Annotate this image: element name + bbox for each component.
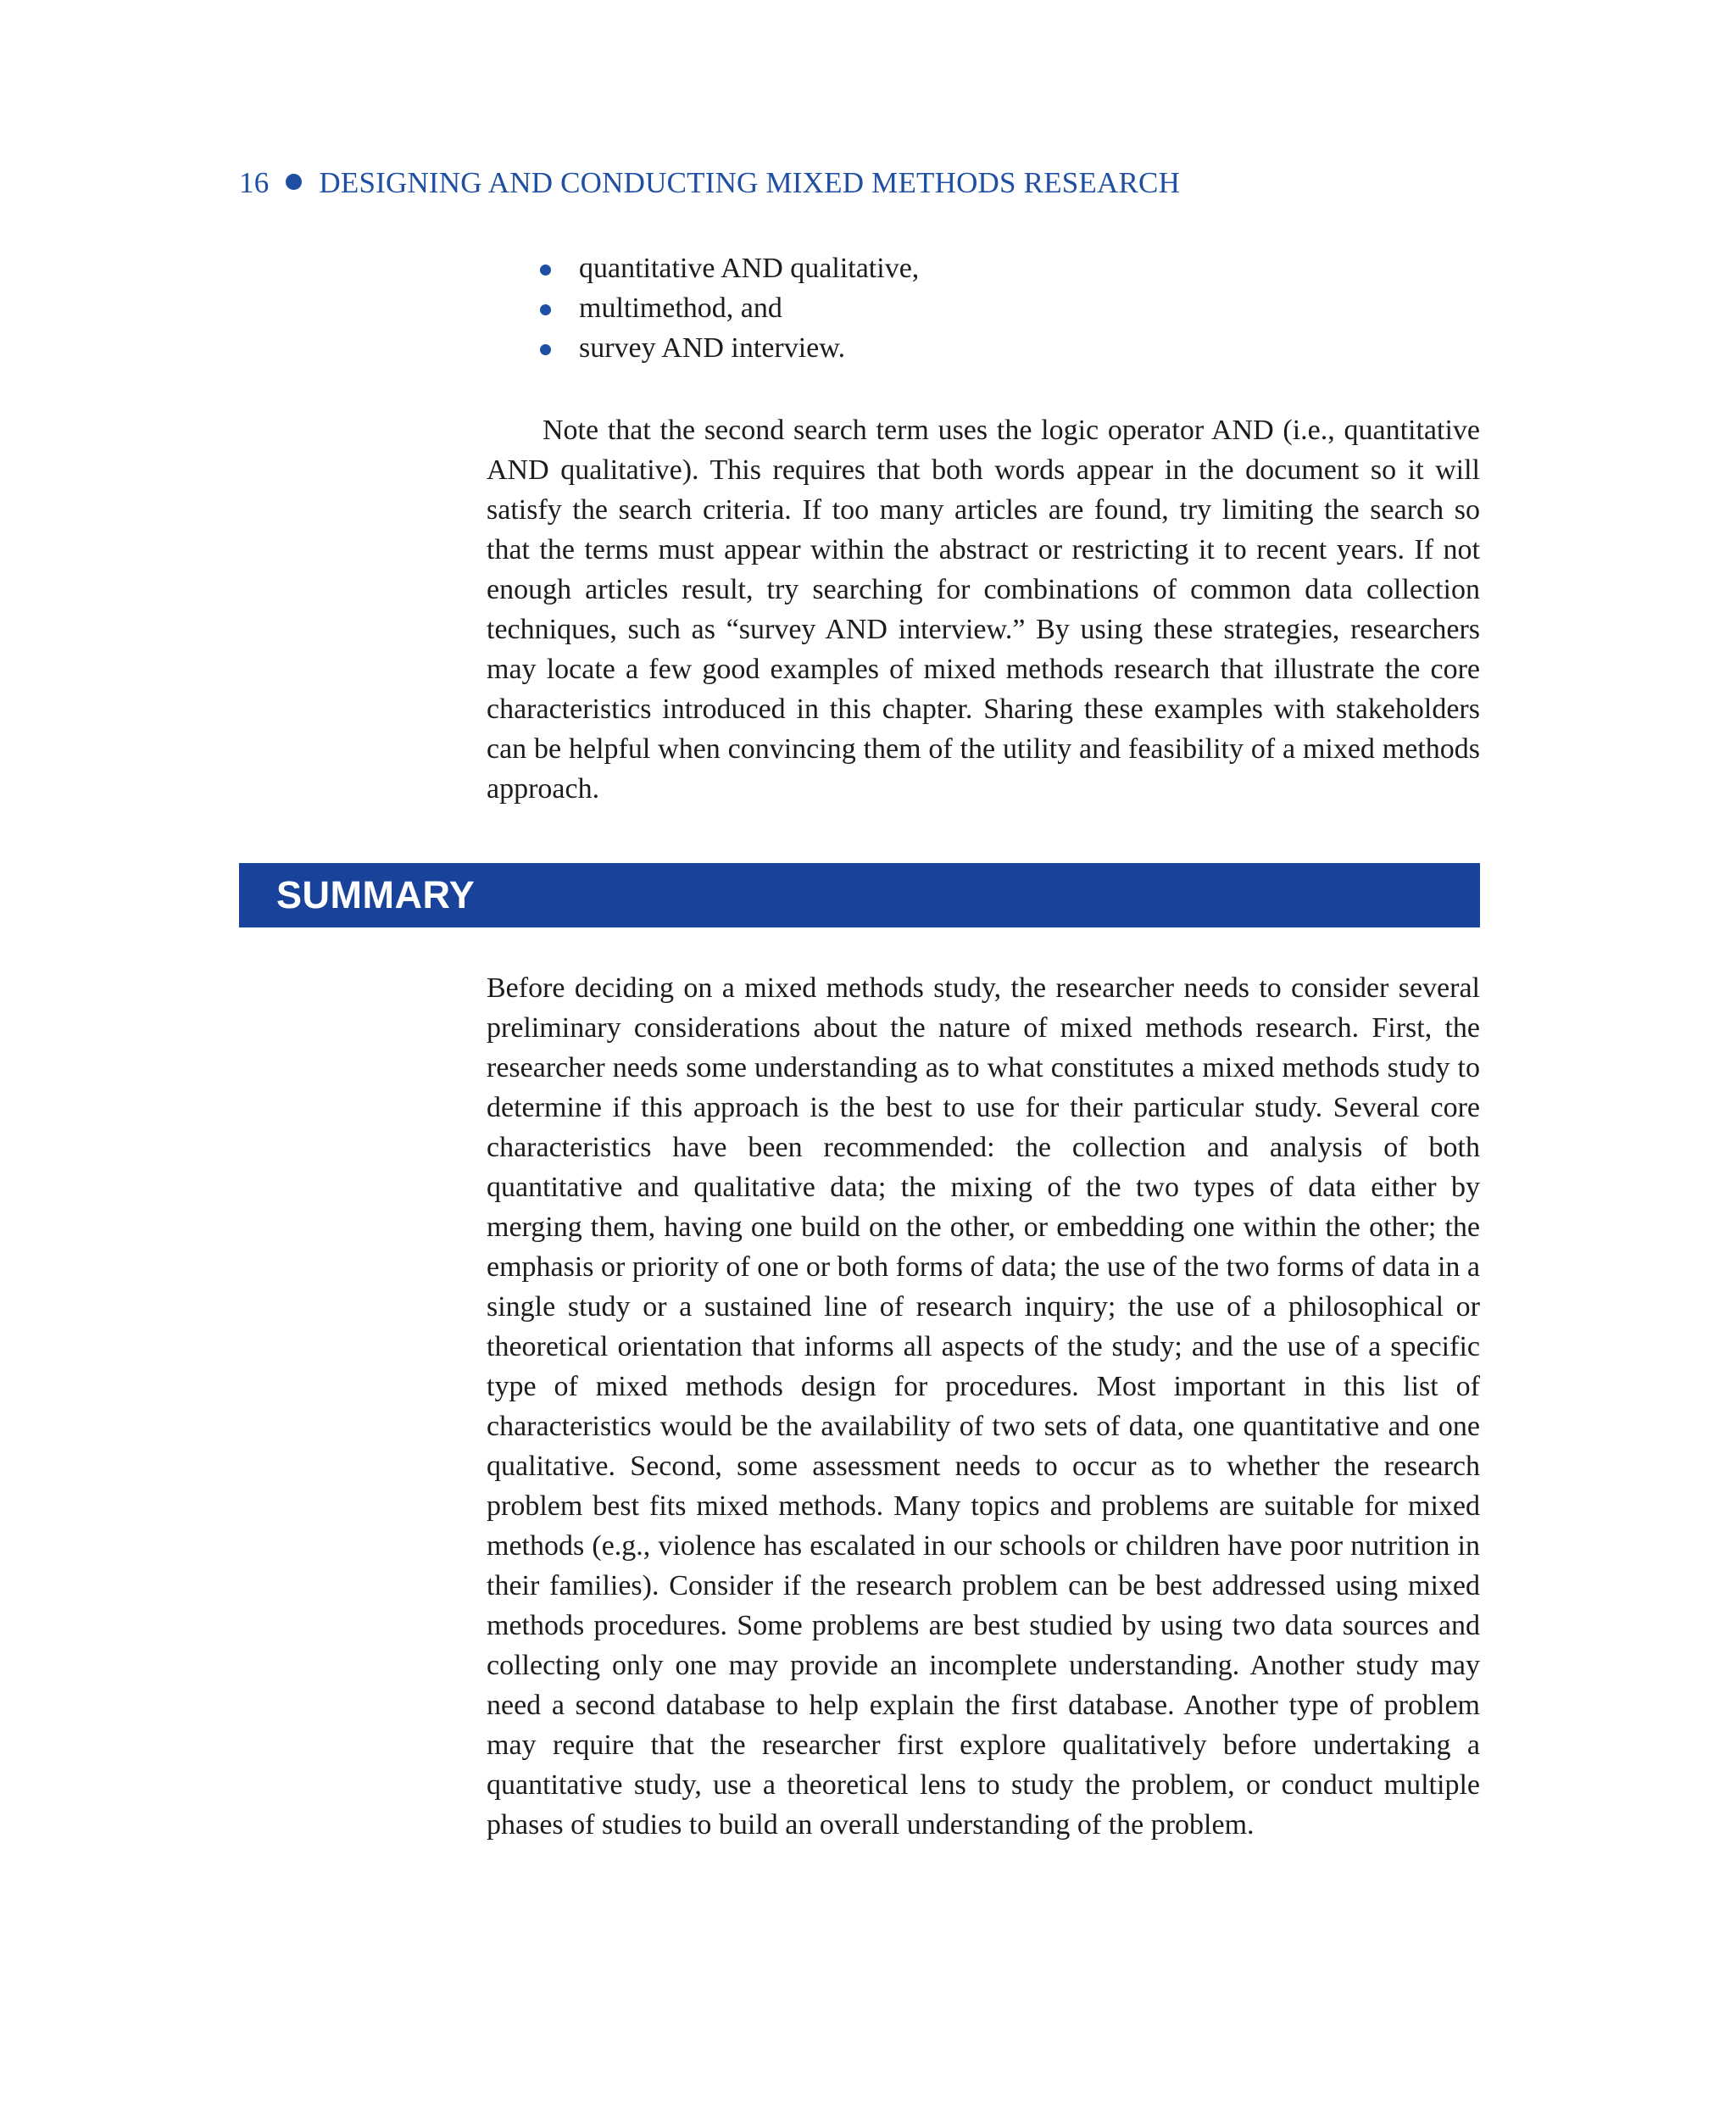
list-item-text: survey AND interview. [579, 332, 846, 364]
list-item [539, 288, 1472, 328]
list-item-text: multimethod, and [579, 292, 782, 324]
bullet-icon [540, 304, 551, 315]
list-item [539, 328, 1472, 368]
section-heading: SUMMARY [276, 873, 476, 916]
running-header [239, 166, 1180, 200]
search-strategy-paragraph: Note that the second search term uses the logic operator AND (i.e., quantitative AND qualitative). This requires that both words appear in the document so it will satisfy the search criteria. If too many articles are found, try limiting the search so that the terms must appear within the abstract or restricting it to recent years. If not enough articles result, try searching for combinations of common data collection techniques, such as “survey AND interview.” By using these strategies, researchers may locate a few good examples of mixed methods research that illustrate the core characteristics introduced in this chapter. Sharing these examples with stakeholders can be helpful when convincing them of the utility and feasibility of a mixed methods approach. [487, 415, 1480, 805]
search-term-list [539, 248, 1472, 368]
bullet-icon [540, 265, 551, 276]
bullet-separator-icon [286, 174, 302, 190]
running-title: DESIGNING AND CONDUCTING MIXED METHODS RESEARCH [319, 166, 1181, 199]
list-item [539, 248, 1472, 288]
bullet-icon [540, 344, 551, 355]
page-number: 16 [239, 166, 270, 199]
list-item-text: quantitative AND qualitative, [579, 253, 920, 284]
summary-paragraph: Before deciding on a mixed methods study, the researcher needs to consider several preliminary considerations about the nature of mixed methods research. First, the researcher needs some understanding as to what constitutes a mixed methods study to determine if this approach is the best to use for their particular study. Several core characteristics have been recommended: the collection and analysis of both quantitative and qualitative data; the mixing of the two types of data either by merging them, having one build on the other, or embedding one within the other; the emphasis or priority of one or both forms of data; the use of the two forms of data in a single study or a sustained line of research inquiry; the use of a philosophical or theoretical orientation that informs all aspects of the study; and the use of a specific type of mixed methods design for procedures. Most important in this list of characteristics would be the availability of two sets of data, one quantitative and one qualitative. Second, some assessment needs to occur as to whether the research problem best fits mixed methods. Many topics and problems are suitable for mixed methods (e.g., violence has escalated in our schools or children have poor nutrition in their families). Consider if the research problem can be best addressed using mixed methods procedures. Some problems are best studied by using two data sources and collecting only one may provide an incomplete understanding. Another study may need a second database to help explain the first database. Another type of problem may require that the researcher first explore qualitatively before undertaking a quantitative study, use a theoretical lens to study the problem, or conduct multiple phases of studies to build an overall understanding of the problem. [487, 972, 1480, 1841]
section-heading-bar [239, 863, 1480, 927]
